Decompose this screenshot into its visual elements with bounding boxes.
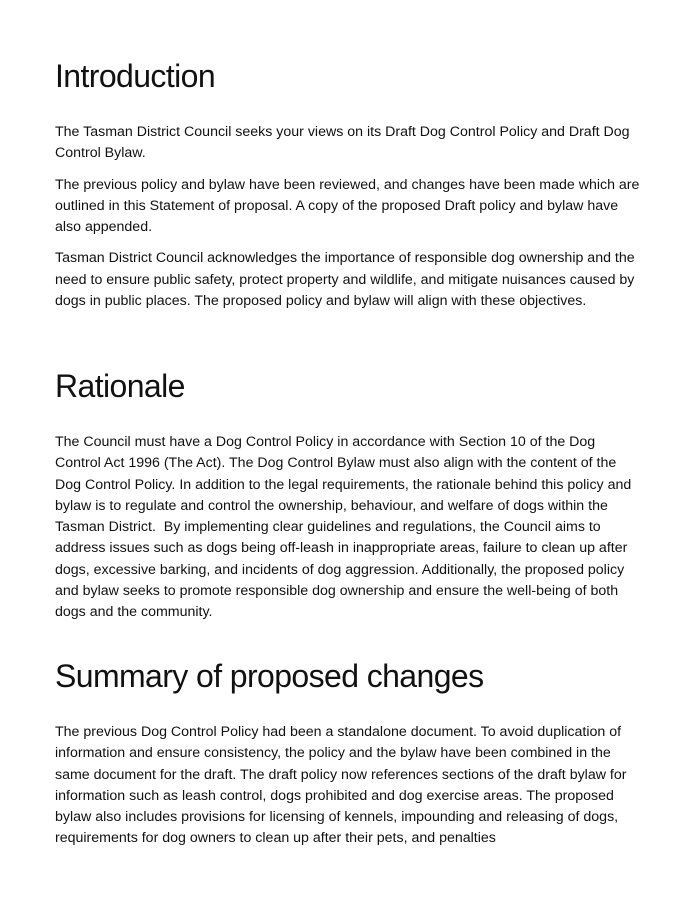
introduction-paragraph-1: The Tasman District Council seeks your views on its Draft Dog Control Policy and Draft Dog Control Bylaw. — [55, 124, 634, 162]
summary-section — [55, 656, 640, 850]
rationale-section — [55, 366, 640, 624]
rationale-heading: Rationale — [55, 368, 185, 404]
rationale-paragraph-1: The Council must have a Dog Control Policy in accordance with Section 10 of the Dog Control Act 1996 (The Act). The Dog Control Bylaw must also align with the content of the Dog Control Policy. In addition to the legal requirements, the rationale behind this policy and bylaw is to regulate and control the ownership, behaviour, and welfare of dogs within the Tasman District. By implementing clear guidelines and regulations, the Council aims to address issues such as dogs being off-leash in inappropriate areas, failure to clean up after dogs, excessive barking, and incidents of dog aggression. Additionally, the proposed policy and bylaw seeks to promote responsible dog ownership and ensure the well-being of both dogs and the community. — [55, 434, 636, 621]
introduction-paragraph-3: Tasman District Council acknowledges the importance of responsible dog ownership and the need to ensure public safety, protect property and wildlife, and mitigate nuisances caused by dogs in public places. The proposed policy and bylaw will align with these objectives. — [55, 250, 639, 310]
summary-heading: Summary of proposed changes — [55, 658, 484, 694]
introduction-section — [55, 56, 644, 312]
introduction-heading: Introduction — [55, 58, 216, 94]
summary-paragraph-1: The previous Dog Control Policy had been a standalone document. To avoid duplication of information and ensure consistency, the policy and the bylaw have been combined in the same document for the draft. The draft policy now references sections of the draft bylaw for information such as leash control, dogs prohibited and dog exercise areas. The proposed bylaw also includes provisions for licensing of kennels, impounding and releasing of dogs, requirements for dog owners to clean up after their pets, and penalties — [55, 724, 631, 847]
introduction-paragraph-2: The previous policy and bylaw have been reviewed, and changes have been made which are outlined in this Statement of proposal. A copy of the proposed Draft policy and bylaw have also appended. — [55, 176, 644, 236]
